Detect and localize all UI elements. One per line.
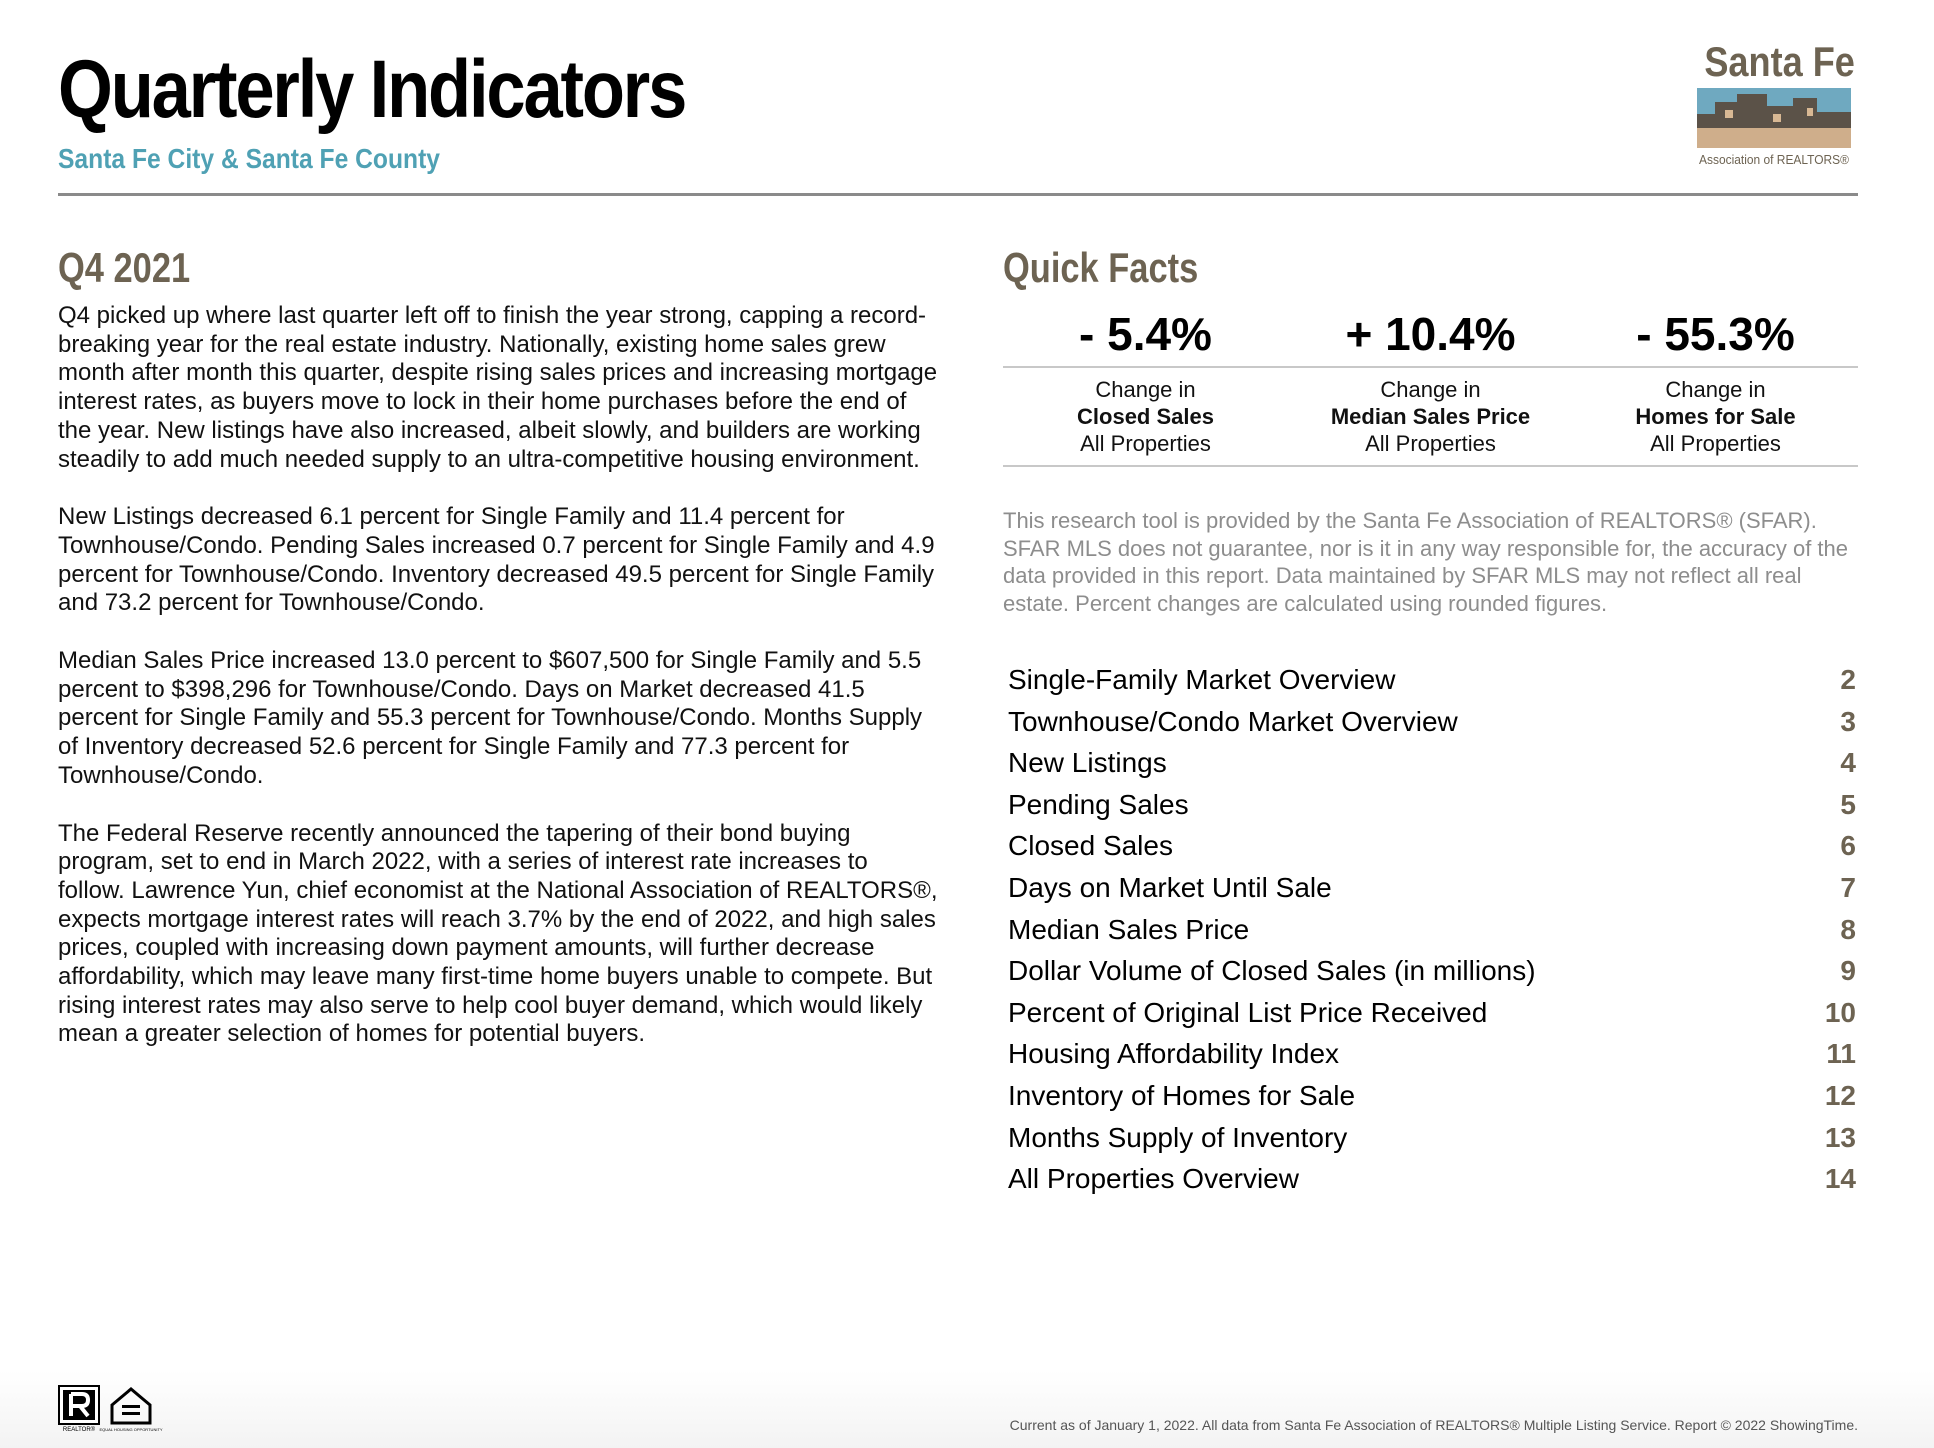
toc-label: Single-Family Market Overview (1008, 664, 1396, 695)
eho-mark-text: EQUAL HOUSING OPPORTUNITY (99, 1427, 163, 1432)
toc-item-pending-sales[interactable] (1008, 789, 1856, 831)
caption-metric: Closed Sales (1077, 404, 1214, 429)
page-subtitle: Santa Fe City & Santa Fe County (58, 143, 440, 174)
santa-fe-logo (1693, 40, 1855, 170)
toc-item-affordability-index[interactable] (1008, 1038, 1856, 1080)
toc-label: Closed Sales (1008, 830, 1173, 862)
intro-text (58, 302, 938, 1078)
toc-page-number: 9 (1840, 955, 1856, 987)
toc-label: All Properties Overview (1008, 1163, 1299, 1195)
toc-label: Inventory of Homes for Sale (1008, 1079, 1356, 1111)
median-price-caption (1288, 376, 1573, 457)
toc-item-median-sales-price[interactable] (1008, 914, 1856, 956)
adobe-building-icon (1697, 88, 1851, 148)
toc-label: Percent of Original List Price Received (1008, 996, 1488, 1028)
footer-note: Current as of January 1, 2022. All data from Santa Fe Association of REALTORS® Multiple Listing Service. Report © 2022 ShowingTime. (1009, 1417, 1858, 1433)
intro-paragraph: New Listings decreased 6.1 percent for Single Family and 11.4 percent for Townhouse/Condo. Pending Sales increased 0.7 percent for Single Family and 4.9 percent for Townhouse/Condo. Inventory decreased 49.5 percent for Single Family and 73.2 percent for Townhouse/Condo. (58, 503, 935, 617)
toc-item-inventory[interactable] (1008, 1080, 1856, 1122)
toc-item-dollar-volume[interactable] (1008, 955, 1856, 997)
caption-metric: Median Sales Price (1330, 404, 1531, 429)
table-of-contents (1008, 664, 1856, 1205)
caption-prefix: Change in (1665, 377, 1766, 402)
toc-page-number: 4 (1840, 747, 1856, 779)
logo-name: Santa Fe (1704, 38, 1855, 85)
fact-values-row (1003, 306, 1858, 364)
caption-prefix: Change in (1095, 377, 1196, 402)
median-price-change-value: + 10.4% (1345, 308, 1516, 360)
caption-scope: All Properties (1080, 431, 1211, 456)
toc-page-number: 2 (1840, 664, 1856, 695)
toc-item-months-supply[interactable] (1008, 1122, 1856, 1164)
homes-for-sale-change-value: - 55.3% (1636, 308, 1795, 360)
equal-housing-icon (99, 1385, 163, 1433)
toc-page-number: 8 (1840, 913, 1856, 945)
facts-divider (1003, 465, 1858, 467)
toc-item-days-on-market[interactable] (1008, 872, 1856, 914)
logo-org-name: Association of REALTORS® (1699, 152, 1849, 167)
caption-prefix: Change in (1380, 377, 1481, 402)
toc-label: Townhouse/Condo Market Overview (1008, 705, 1458, 737)
toc-label: Pending Sales (1008, 788, 1189, 820)
toc-page-number: 14 (1824, 1163, 1856, 1195)
toc-page-number: 11 (1826, 1038, 1856, 1070)
toc-page-number: 7 (1840, 871, 1856, 903)
fact-captions-row (1003, 368, 1858, 463)
toc-page-number: 5 (1840, 788, 1856, 820)
quarter-heading: Q4 2021 (58, 244, 191, 291)
intro-paragraph: Q4 picked up where last quarter left off to finish the year strong, capping a record-breaking year for the real estate industry. Nationally, existing home sales grew month after month this quarter, despite rising sales prices and increasing mortgage interest rates, as buyers move to lock in their home purchases before the end of the year. New listings have also increased, albeit slowly, and builders are working steadily to add much needed supply to an ultra-competitive housing environment. (58, 302, 938, 473)
realtor-mark-text: REALTOR® (62, 1427, 96, 1433)
toc-label: Median Sales Price (1008, 913, 1250, 945)
toc-page-number: 12 (1824, 1079, 1856, 1111)
page-title: Quarterly Indicators (58, 44, 686, 135)
caption-scope: All Properties (1650, 431, 1781, 456)
intro-paragraph: The Federal Reserve recently announced the tapering of their bond buying program, set to end in March 2022, with a series of interest rate increases to follow. Lawrence Yun, chief economist at the National Association of REALTORS®, expects mortgage interest rates will reach 3.7% by the end of 2022, and high sales prices, coupled with increasing down payment amounts, will further decrease affordability, which may leave many first-time home buyers unable to compete. But rising interest rates may also serve to help cool buyer demand, which would likely mean a greater selection of homes for potential buyers. (58, 819, 938, 1048)
realtor-logo-icon (58, 1385, 100, 1433)
toc-label: Days on Market Until Sale (1008, 871, 1332, 903)
toc-page-number: 6 (1840, 830, 1856, 862)
toc-item-single-family-overview[interactable] (1008, 664, 1856, 706)
footer-band (0, 1370, 1934, 1448)
toc-label: New Listings (1008, 747, 1167, 779)
quick-facts-panel (1003, 306, 1858, 467)
toc-label: Months Supply of Inventory (1008, 1121, 1348, 1153)
disclaimer-text: This research tool is provided by the Santa Fe Association of REALTORS® (SFAR). SFAR MLS does not guarantee, nor is it in any way responsible for, the accuracy of the data provided in this report. Data maintained by SFAR MLS may not reflect all real estate. Percent changes are calculated using rounded figures. (1003, 508, 1849, 616)
toc-label: Dollar Volume of Closed Sales (in millions) (1008, 955, 1536, 987)
caption-metric: Homes for Sale (1635, 404, 1796, 429)
toc-item-all-properties[interactable] (1008, 1163, 1856, 1205)
closed-sales-caption (1003, 376, 1288, 457)
header-divider (58, 193, 1858, 196)
toc-page-number: 13 (1824, 1121, 1856, 1153)
toc-item-pct-list-price-received[interactable] (1008, 997, 1856, 1039)
toc-item-new-listings[interactable] (1008, 747, 1856, 789)
homes-for-sale-caption (1573, 376, 1858, 457)
closed-sales-change-value: - 5.4% (1079, 308, 1212, 360)
toc-item-closed-sales[interactable] (1008, 830, 1856, 872)
caption-scope: All Properties (1365, 431, 1496, 456)
toc-label: Housing Affordability Index (1008, 1038, 1340, 1070)
toc-item-townhouse-condo-overview[interactable] (1008, 706, 1856, 748)
toc-page-number: 3 (1840, 705, 1856, 737)
intro-paragraph: Median Sales Price increased 13.0 percent to $607,500 for Single Family and 5.5 percent to $398,296 for Townhouse/Condo. Days on Market decreased 41.5 percent for Single Family and 55.3 percent for Townhouse/Condo. Months Supply of Inventory decreased 52.6 percent for Single Family and 77.3 percent for Townhouse/Condo. (58, 647, 923, 789)
toc-page-number: 10 (1824, 996, 1856, 1028)
quick-facts-heading: Quick Facts (1003, 244, 1199, 291)
